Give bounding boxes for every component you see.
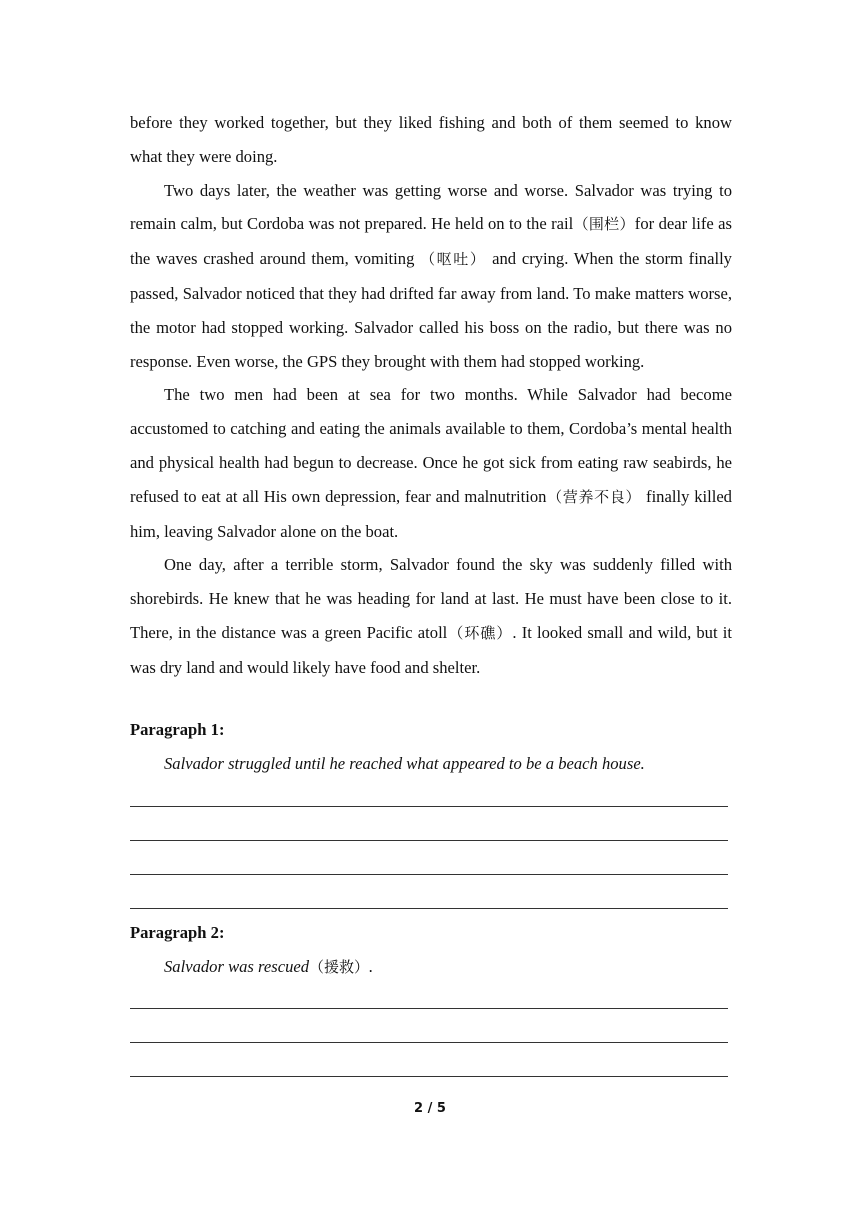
paragraph-2-prompt [164,957,373,977]
text-run: and crying. When the storm finally passed, Salvador noticed that they had drifted far away from land. To make matters worse, the motor had stopped working. Salvador called his boss on the radio, but there was no response. Even worse, the GPS they brought with them had stopped working. [130,249,732,371]
paragraph-1-prompt: Salvador struggled until he reached what appeared to be a beach house. [164,754,645,773]
text-run: Two days later, the weather was getting worse and worse. Salvador was trying to remain calm, but Cordoba was not prepared. He held on to the rail [130,180,732,234]
text-run: One day, after a terrible storm, Salvador found the sky was suddenly filled with shorebirds. He knew that he was heading for land at last. He must have been close to it. There, in the distance was a green Pacific atoll [130,555,732,642]
paragraph-1-heading: Paragraph 1: [130,720,225,739]
answer-line[interactable] [130,1076,728,1077]
answer-line[interactable] [130,874,728,875]
answer-line[interactable] [130,1008,728,1009]
text-run: The two men had been at sea for two months. While Salvador had become accustomed to catching and eating the animals available to them, Cordoba’s mental health and physical health had begun to decrease. Once he got sick from eating raw seabirds, he refused to eat at all His own depression, fear and malnutrition [130,385,732,506]
text-run: . It looked small and wild, but it was dry land and would likely have food and shelter. [130,622,732,677]
prompt-text: Salvador was rescued [164,957,310,976]
answer-line[interactable] [130,840,728,841]
story-text [130,106,732,685]
paragraph-2-heading: Paragraph 2: [130,923,225,942]
story-paragraph-3 [130,378,732,548]
story-paragraph-2 [130,174,732,379]
page-number: 2 / 5 [414,1101,446,1116]
answer-line[interactable] [130,908,728,909]
text-run: finally killed him, leaving Salvador alone on the boat. [130,486,732,541]
story-paragraph-1 [130,106,732,174]
gloss-cn: （围栏） [573,215,635,234]
text-run: for dear life as the waves crashed around them, vomiting [130,214,732,269]
gloss-cn: （援救） [309,958,370,976]
text-run: before they worked together, but they liked fishing and both of them seemed to know what they were doing. [130,113,732,166]
prompt-text: . [369,957,374,976]
gloss-cn: （呕吐） [420,250,487,269]
answer-line[interactable] [130,1042,728,1043]
gloss-cn: （环礁） [447,623,513,642]
answer-line[interactable] [130,806,728,807]
gloss-cn: （营养不良） [546,487,642,506]
story-paragraph-4 [130,548,732,684]
